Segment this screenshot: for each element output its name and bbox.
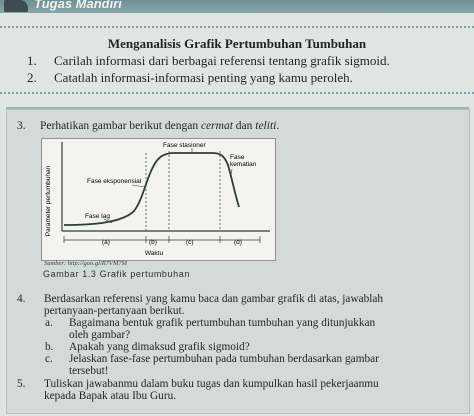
phase-label-death-line: kematian: [230, 161, 257, 168]
segment-label: (b): [149, 239, 157, 246]
sub-question-letter: c.: [45, 353, 53, 365]
q3-italic-cermat: cermat: [200, 120, 233, 132]
band-title: Tugas Mandiri: [34, 0, 122, 11]
phase-label-exponential: Fase eksponensial: [87, 178, 142, 185]
header-band: [0, 0, 474, 13]
x-axis-label: Waktu: [144, 250, 164, 257]
question-4-text: Berdasarkan referensi yang kamu baca dan gambar grafik di atas, jawablah: [44, 293, 384, 305]
top-divider: [0, 26, 474, 28]
question-4-text: pertanyaan-pertanyaan berikut.: [44, 305, 185, 317]
phase-label-death-line: Fase: [230, 154, 245, 161]
growth-figure: [41, 138, 276, 261]
phase-pointer: [231, 169, 232, 175]
q3-text-part: Perhatikan gambar berikut dengan: [40, 120, 201, 132]
task-item-text: Carilah informasi dari berbagai referensi tentang grafik sigmoid.: [54, 53, 390, 68]
book-icon: [4, 0, 28, 12]
phase-pointer: [132, 185, 145, 187]
q3-text-part: .: [276, 120, 280, 132]
question-5-text: Tuliskan jawabanmu dalam buku tugas dan kumpulkan hasil pekerjaanmu: [44, 378, 379, 390]
sub-question-text: tersebut!: [69, 365, 109, 377]
task-title: Menganalisis Grafik Pertumbuhan Tumbuhan: [107, 36, 367, 51]
figure-caption: Gambar 1.3 Grafik pertumbuhan: [43, 269, 190, 279]
growth-curve-diagram: [42, 139, 275, 260]
segment-label: (d): [234, 239, 242, 246]
task-item-text: Catatlah informasi-informasi penting yang kamu peroleh.: [54, 70, 353, 85]
sub-question-letter: a.: [45, 317, 53, 329]
phase-label-stationary: Fase stasioner: [163, 142, 206, 149]
sub-question-text: oleh gambar?: [69, 329, 131, 341]
question-3-text: [40, 120, 279, 132]
q3-text-part: dan: [232, 120, 256, 132]
segment-label: (a): [102, 239, 110, 246]
task-item-number: 2.: [27, 70, 37, 85]
question-5-text: kepada Bapak atau Ibu Guru.: [44, 390, 177, 402]
question-number: 5.: [17, 378, 26, 390]
question-number: 4.: [17, 293, 26, 305]
task-item-number: 1.: [27, 53, 37, 68]
y-axis-label: Parameter pertumbuhan: [45, 165, 52, 237]
sub-question-text: Jelaskan fase-fase pertumbuhan pada tumbuhan berdasarkan gambar: [69, 353, 379, 365]
sub-question-text: Bagaimana bentuk grafik pertumbuhan tumbuhan yang ditunjukkan: [69, 317, 376, 329]
sub-question-letter: b.: [45, 341, 54, 353]
figure-source: Sumber: http://goo.gl/R7VM7M: [44, 260, 128, 267]
segment-label: (c): [186, 239, 194, 246]
middle-divider: [0, 92, 474, 94]
q3-italic-teliti: teliti: [255, 120, 277, 132]
sub-question-text: Apakah yang dimaksud grafik sigmoid?: [69, 341, 250, 353]
phase-label-lag: Fase lag: [85, 213, 110, 220]
phase-label-death: [230, 154, 257, 168]
question-number: 3.: [17, 120, 26, 132]
